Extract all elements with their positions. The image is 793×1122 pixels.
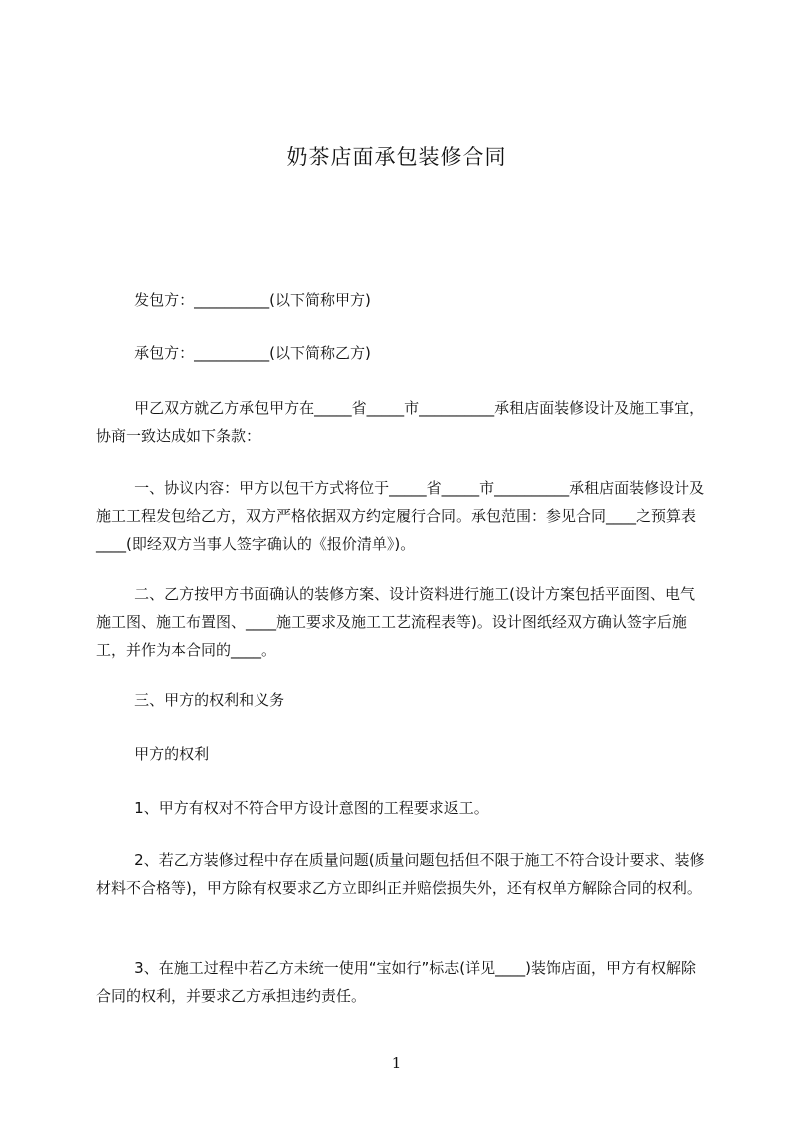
paragraph-right-3: 3、在施工过程中若乙方未统一使用“宝如行”标志(详见____)装饰店面，甲方有权解除合同的权利，并要求乙方承担违约责任。 [96, 959, 696, 1005]
paragraph-clause-1: 一、协议内容：甲方以包干方式将位于_____省_____市__________承租店面装修设计及施工工程发包给乙方，双方严格依据双方约定履行合同。承包范围：参见合同____之预算表____(即经双方当事人签字确认的《报价清单》)。 [96, 479, 705, 553]
document-title: 奶茶店面承包装修合同 [286, 145, 507, 169]
paragraph-clause-3-heading: 三、甲方的权利和义务 [96, 691, 285, 709]
paragraph-employer-rights: 甲方的权利 [96, 745, 210, 763]
paragraph-clause-2: 二、乙方按甲方书面确认的装修方案、设计资料进行施工(设计方案包括平面图、电气施工图、施工布置图、____施工要求及施工工艺流程表等)。设计图纸经双方确认签字后施工，并作为本合同的____。 [96, 585, 696, 659]
paragraph-right-1: 1、甲方有权对不符合甲方设计意图的工程要求返工。 [96, 799, 489, 817]
page-number: 1 [391, 1054, 402, 1072]
paragraph-employer: 发包方：__________(以下简称甲方) [96, 291, 371, 309]
paragraph-preamble: 甲乙双方就乙方承包甲方在_____省_____市__________承租店面装修设计及施工事宜，协商一致达成如下条款： [96, 399, 705, 445]
paragraph-contractor: 承包方：__________(以下简称乙方) [96, 344, 371, 362]
paragraph-right-2: 2、若乙方装修过程中存在质量问题(质量问题包括但不限于施工不符合设计要求、装修材料不合格等)，甲方除有权要求乙方立即纠正并赔偿损失外，还有权单方解除合同的权利。 [96, 851, 705, 897]
